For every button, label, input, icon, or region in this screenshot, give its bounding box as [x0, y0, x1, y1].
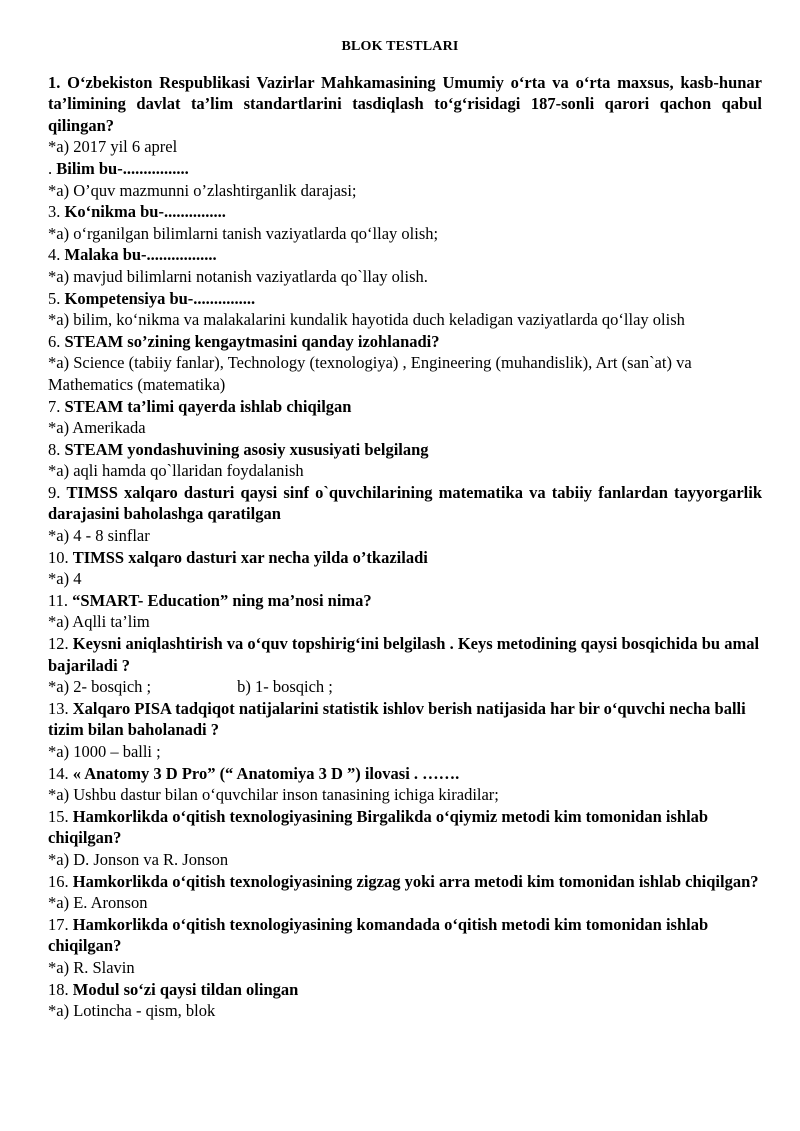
answer-3: *a) o‘rganilgan bilimlarni tanish vaziyatlarda qo‘llay olish;: [48, 223, 439, 243]
question-number: 15.: [48, 806, 73, 826]
question-text: Xalqaro PISA tadqiqot natijalarini statistik ishlov berish natijasida har bir o‘quvchi necha balli tizim bilan baholanadi ?: [48, 698, 746, 740]
question-number: 14.: [48, 763, 73, 783]
question-text: STEAM ta’limi qayerda ishlab chiqilgan: [64, 396, 352, 416]
question-7: [48, 396, 762, 418]
question-text: « Anatomy 3 D Pro” (“ Anatomiya 3 D ”) ilovasi . …….: [72, 763, 460, 783]
answer-17: *a) R. Slavin: [48, 957, 135, 977]
answer-12: [48, 676, 762, 698]
question-4: [48, 244, 762, 266]
question-10: [48, 547, 762, 569]
answer-5: *a) bilim, ko‘nikma va malakalarini kundalik hayotida duch keladigan vaziyatlarda qo‘llay olish: [48, 310, 685, 330]
question-14: [48, 763, 762, 785]
question-2: [48, 158, 762, 180]
question-12: [48, 633, 762, 676]
document-page: [48, 36, 762, 1022]
answer-7: *a) Amerikada: [48, 418, 146, 438]
question-text: Kompetensiya bu-...............: [64, 288, 256, 308]
question-text: Keysni aniqlashtirish va o‘quv topshirig‘ini belgilash . Keys metodining qaysi bosqichida bu amal bajariladi ?: [48, 634, 760, 675]
question-number: 16.: [48, 871, 73, 891]
question-number: 3.: [48, 202, 65, 222]
answer-6: *a) Science (tabiiy fanlar), Technology (texnologiya) , Engineering (muhandislik), Art (san`at) va Mathematics (matematika): [48, 353, 692, 394]
question-number: 1.: [48, 72, 68, 92]
answer-4: *a) mavjud bilimlarni notanish vaziyatlarda qo`llay olish.: [48, 266, 428, 286]
question-number: 12.: [48, 634, 73, 654]
question-number: .: [48, 158, 57, 178]
question-number: 17.: [48, 914, 73, 934]
question-number: 8.: [48, 439, 65, 459]
question-number: 4.: [48, 245, 65, 265]
question-15: [48, 806, 762, 849]
page-title: BLOK TESTLARI: [341, 39, 459, 54]
question-18: [48, 979, 762, 1001]
question-number: 9.: [48, 482, 67, 502]
question-number: 5.: [48, 288, 65, 308]
question-number: 18.: [48, 979, 73, 999]
question-number: 13.: [48, 698, 73, 718]
question-3: [48, 201, 762, 223]
answer-option-b: b) 1- bosqich ;: [237, 677, 333, 697]
question-text: Hamkorlikda o‘qitish texnologiyasining Birgalikda o‘qiymiz metodi kim tomonidan ishlab chiqilgan?: [48, 806, 709, 848]
answer-16: *a) E. Aronson: [48, 893, 148, 913]
question-9: [48, 482, 762, 525]
answer-11: *a) Aqlli ta’lim: [48, 612, 150, 632]
answer-2: *a) O’quv mazmunni o’zlashtirganlik darajasi;: [48, 180, 357, 200]
question-number: 11.: [48, 590, 73, 610]
question-number: 7.: [48, 396, 65, 416]
question-text: Ko‘nikma bu-...............: [64, 202, 226, 222]
question-1: [48, 72, 762, 137]
question-6: [48, 331, 762, 353]
answer-15: *a) D. Jonson va R. Jonson: [48, 849, 229, 869]
question-16: [48, 871, 762, 893]
question-text: STEAM so’zining kengaytmasini qanday izohlanadi?: [64, 331, 440, 351]
question-text: Hamkorlikda o‘qitish texnologiyasining zigzag yoki arra metodi kim tomonidan ishlab chiqilgan?: [72, 871, 759, 891]
answer-8: *a) aqli hamda qo`llaridan foydalanish: [48, 461, 304, 481]
question-text: STEAM yondashuvining asosiy xususiyati belgilang: [64, 439, 429, 459]
answer-option-a: *a) 2- bosqich ;: [48, 677, 152, 697]
answer-14: *a) Ushbu dastur bilan o‘quvchilar inson tanasining ichiga kiradilar;: [48, 785, 499, 805]
question-text: “SMART- Education” ning ma’nosi nima?: [72, 590, 372, 610]
answer-9: *a) 4 - 8 sinflar: [48, 526, 150, 546]
question-text: TIMSS xalqaro dasturi qaysi sinf o`quvchilarining matematika va tabiiy fanlardan tayyorgarlik darajasini baholashga qaratilgan: [48, 482, 762, 524]
question-5: [48, 288, 762, 310]
question-text: O‘zbekiston Respublikasi Vazirlar Mahkamasining Umumiy o‘rta va o‘rta maxsus, kasb-hunar ta’limining davlat ta’lim standartlarini tasdiqlash to‘g‘risidagi 187-sonli qarori qachon qabul qilingan?: [48, 72, 762, 135]
question-text: Modul so‘zi qaysi tildan olingan: [72, 979, 299, 999]
question-number: 10.: [48, 547, 73, 567]
question-number: 6.: [48, 331, 65, 351]
answer-13: *a) 1000 – balli ;: [48, 742, 161, 761]
question-text: Bilim bu-................: [56, 158, 189, 178]
answer-1: *a) 2017 yil 6 aprel: [48, 137, 178, 157]
question-17: [48, 914, 762, 957]
question-text: Malaka bu-.................: [64, 245, 217, 265]
question-text: Hamkorlikda o‘qitish texnologiyasining komandada o‘qitish metodi kim tomonidan ishlab chiqilgan?: [48, 914, 709, 956]
answer-10: *a) 4: [48, 569, 82, 589]
question-11: [48, 590, 762, 612]
question-text: TIMSS xalqaro dasturi xar necha yilda o’tkaziladi: [72, 547, 428, 567]
question-13: [48, 698, 762, 741]
question-8: [48, 439, 762, 461]
answer-18: *a) Lotincha - qism, blok: [48, 1001, 216, 1021]
